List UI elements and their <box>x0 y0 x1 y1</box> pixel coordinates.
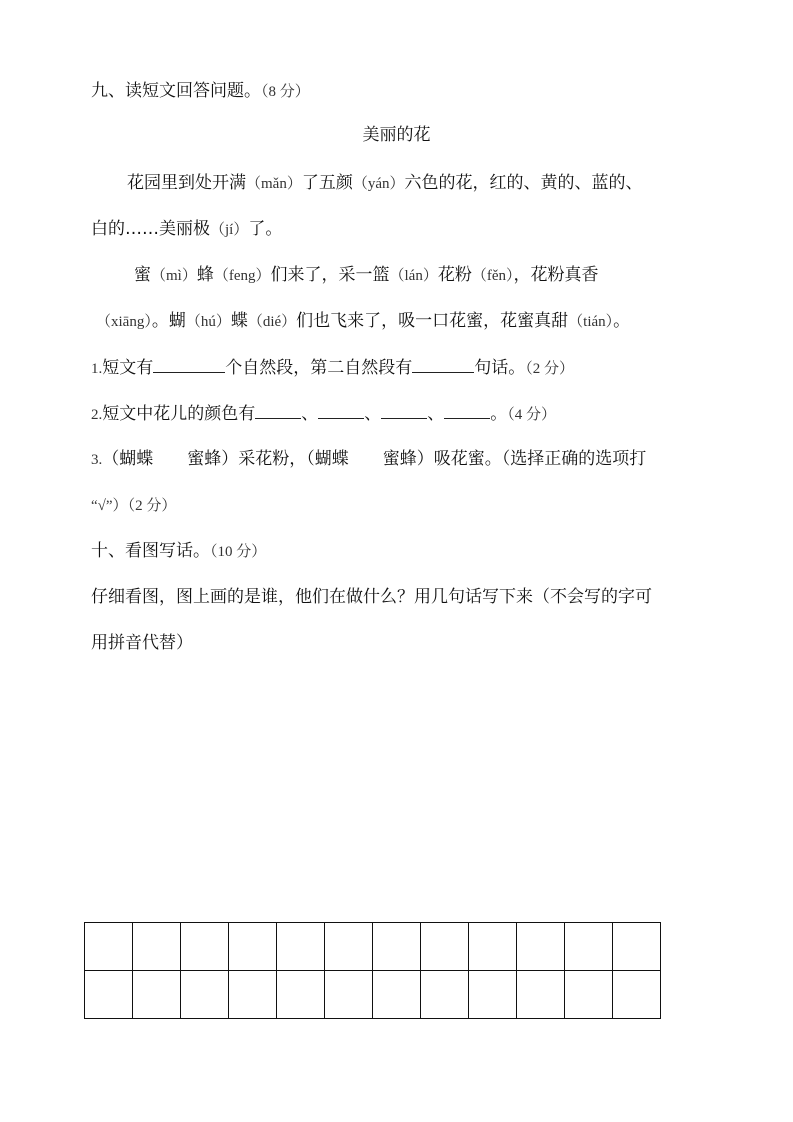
passage-title: 美丽的花 <box>362 125 431 145</box>
grid-cell[interactable] <box>565 971 613 1019</box>
grid-cell[interactable] <box>181 971 229 1019</box>
text: 短文有 <box>102 358 154 378</box>
passage-para1-line2 <box>91 218 282 241</box>
question-3-line1 <box>91 448 646 471</box>
text: “√”） <box>91 498 128 514</box>
pinyin: （jí） <box>210 222 249 238</box>
separator: 、 <box>301 404 319 424</box>
passage-para2-line1 <box>134 264 598 287</box>
text: 。蝴 <box>151 311 186 331</box>
question-score: （2 分） <box>525 361 575 377</box>
text: 个自然段，第二自然段有 <box>225 358 413 378</box>
pinyin: （feng） <box>213 268 271 284</box>
grid-cell[interactable] <box>421 971 469 1019</box>
grid-cell[interactable] <box>85 923 133 971</box>
grid-cell[interactable] <box>181 923 229 971</box>
grid-cell[interactable] <box>229 971 277 1019</box>
grid-cell[interactable] <box>277 923 325 971</box>
grid-cell[interactable] <box>373 923 421 971</box>
section10-instruction-line1: 仔细看图，图上画的是谁，他们在做什么？用几句话写下来（不会写的字可 <box>91 587 652 607</box>
text: 了。 <box>248 219 283 239</box>
grid-cell[interactable] <box>469 923 517 971</box>
grid-cell[interactable] <box>277 971 325 1019</box>
answer-blank[interactable] <box>153 356 225 373</box>
question-score: （4 分） <box>507 407 557 423</box>
text: 花粉 <box>437 265 472 285</box>
answer-blank[interactable] <box>318 402 364 419</box>
question-2 <box>91 402 556 426</box>
section10-heading <box>91 540 266 563</box>
question-number: 1. <box>91 361 103 377</box>
grid-cell[interactable] <box>613 971 661 1019</box>
text: 蝶 <box>230 311 248 331</box>
pinyin: （tián） <box>568 314 614 330</box>
pinyin: （yán） <box>352 176 405 192</box>
text: （蝴蝶 蜜蜂）采花粉，（蝴蝶 蜜蜂）吸花蜜。（选择正确的选项打 <box>102 449 647 469</box>
text: 了五颜 <box>301 173 353 193</box>
section9-score: （8 分） <box>261 84 310 100</box>
answer-blank[interactable] <box>255 402 301 419</box>
grid-cell[interactable] <box>85 971 133 1019</box>
pinyin: （fěn） <box>471 268 514 284</box>
text: 蜂 <box>196 265 214 285</box>
grid-cell[interactable] <box>229 923 277 971</box>
question-number: 3. <box>91 452 103 468</box>
section9-heading-text: 九、读短文回答问题。 <box>91 81 261 101</box>
pinyin: （xiāng） <box>96 314 152 330</box>
grid-cell[interactable] <box>517 971 565 1019</box>
pinyin: （hú） <box>185 314 231 330</box>
section10-score: （10 分） <box>210 544 267 560</box>
pinyin: （mǎn） <box>246 176 302 192</box>
text: 句话。 <box>474 358 526 378</box>
text: 花园里到处开满 <box>127 173 246 193</box>
separator: 、 <box>427 404 445 424</box>
question-score: （2 分） <box>127 498 177 514</box>
text: ，花粉真香 <box>513 265 599 285</box>
grid-row <box>85 923 661 971</box>
separator: 、 <box>364 404 382 424</box>
text: 。 <box>613 311 631 331</box>
grid-cell[interactable] <box>373 971 421 1019</box>
grid-cell[interactable] <box>325 923 373 971</box>
text: 蜜 <box>134 265 151 285</box>
text: 们也飞来了，吸一口花蜜，花蜜真甜 <box>296 311 569 331</box>
passage-para2-line2 <box>96 310 630 333</box>
question-1 <box>91 356 574 380</box>
pinyin: （dié） <box>247 314 297 330</box>
section10-heading-text: 十、看图写话。 <box>91 541 210 561</box>
section9-heading <box>91 80 310 103</box>
grid-cell[interactable] <box>421 923 469 971</box>
question-number: 2. <box>91 407 103 423</box>
text: 。 <box>490 404 508 424</box>
text: 们来了，采一篮 <box>270 265 390 285</box>
pinyin: （lán） <box>389 268 438 284</box>
section10-instruction-line2: 用拼音代替） <box>91 633 193 653</box>
question-3-line2 <box>91 494 176 517</box>
answer-blank[interactable] <box>381 402 427 419</box>
grid-row <box>85 971 661 1019</box>
text: 六色的花，红的、黄的、蓝的、 <box>404 173 643 193</box>
passage-para1-line1 <box>91 172 643 195</box>
grid-cell[interactable] <box>613 923 661 971</box>
answer-blank[interactable] <box>444 402 490 419</box>
grid-cell[interactable] <box>133 923 181 971</box>
text: 短文中花儿的颜色有 <box>102 404 256 424</box>
grid-cell[interactable] <box>517 923 565 971</box>
grid-cell[interactable] <box>565 923 613 971</box>
grid-cell[interactable] <box>325 971 373 1019</box>
answer-blank[interactable] <box>412 356 474 373</box>
grid-cell[interactable] <box>133 971 181 1019</box>
grid-cell[interactable] <box>469 971 517 1019</box>
text: 白的……美丽极 <box>91 219 210 239</box>
writing-grid <box>84 922 661 1019</box>
pinyin: （mì） <box>151 268 197 284</box>
